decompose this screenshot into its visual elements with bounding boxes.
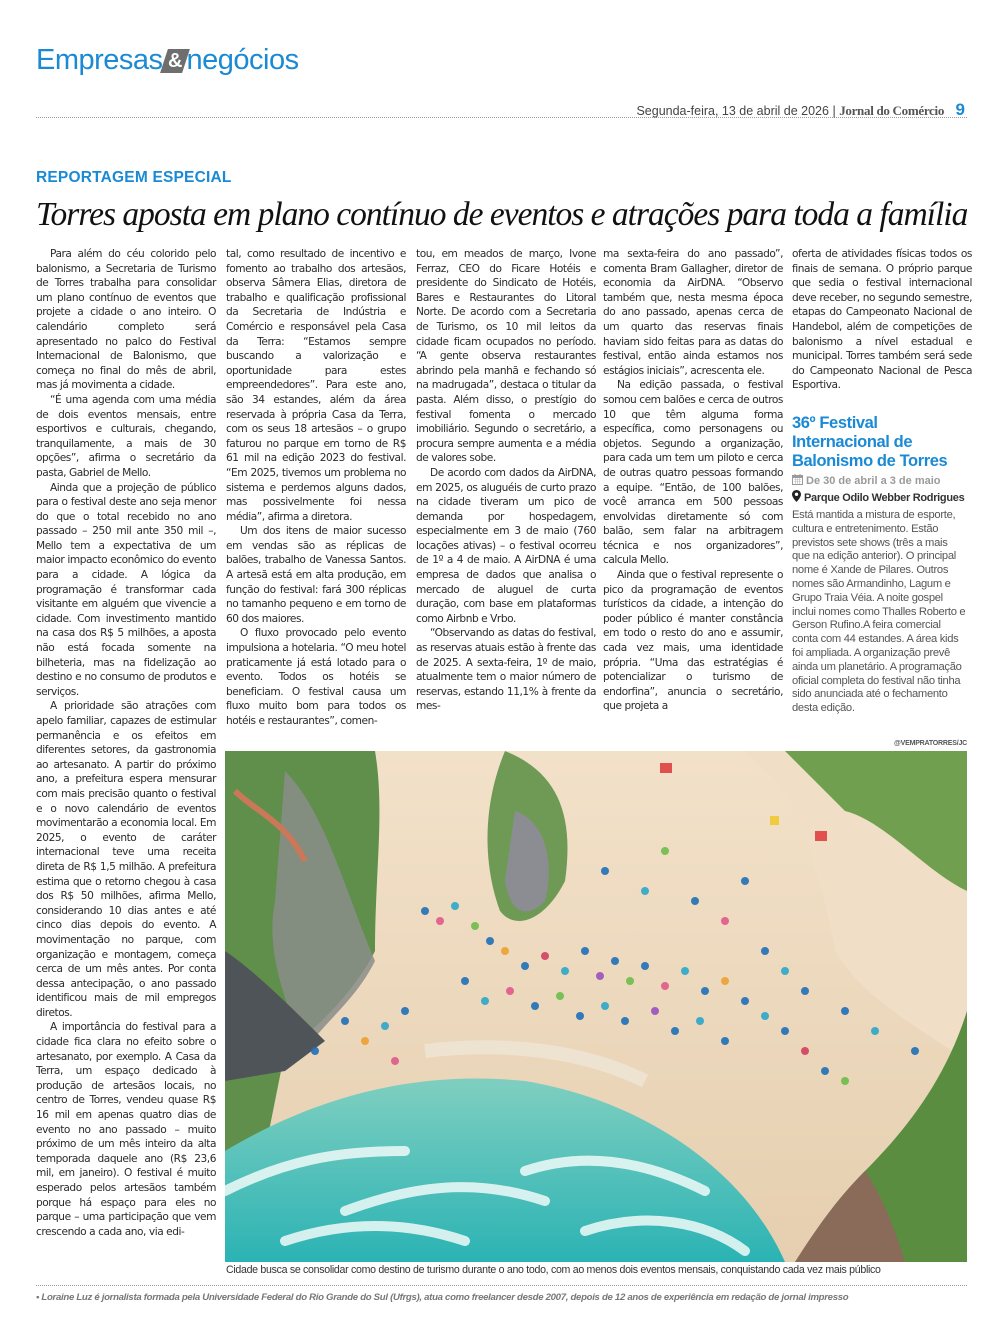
article-column-4 — [603, 247, 783, 747]
author-footnote: • Loraine Luz é jornalista formada pela Universidade Federal do Rio Grande do Sul (Ufrgs), atua como freelancer desde 2007, depois de 12 anos de experiência em redação de jornal impresso — [36, 1292, 849, 1303]
article-headline: Torres aposta em plano contínuo de eventos e atrações para toda a família — [36, 196, 968, 233]
newspaper-name: Jornal do Comércio — [839, 103, 945, 118]
article-column-2 — [226, 247, 406, 747]
article-paragraph: Na edição passada, o festival somou cem balões e cerca de outros 10 que têm alguma forma específica, como personagens ou objetos. Segundo a organização, para cada um tem um piloto e cerca de outras quatro pessoas formando a equipe. “Então, de 100 balões, você arranca em 500 pessoas envolvidas diretamente só com balão, sem falar na arbitragem técnica e nos organizadores”, calcula Mello. — [603, 379, 783, 567]
photo-credit: @VEMPRATORRES/JC — [894, 740, 967, 747]
section-masthead — [36, 44, 299, 77]
page-folio — [636, 100, 965, 120]
folio-separator: | — [832, 104, 836, 118]
ampersand-badge: & — [160, 49, 190, 73]
issue-date: Segunda-feira, 13 de abril de 2026 — [636, 104, 829, 118]
article-column-1 — [36, 247, 216, 1277]
festival-info-box — [792, 414, 967, 716]
article-paragraph: “É uma agenda com uma média de dois eventos mensais, entre esportivos e culturais, chegando, tranquilamente, a mais de 30 opções”, afirma o secretário da pasta, Gabriel de Mello. — [36, 393, 216, 479]
festival-dates: De 30 de abril a 3 de maio — [792, 474, 967, 490]
article-paragraph: oferta de atividades físicas todos os finais de semana. O próprio parque que sedia o festival internacional deve receber, no segundo semestre, etapas do Campeonato Nacional de Handebol, além de competições de balonismo a nível estadual e municipal. Torres também será sede do Campeonato Nacional de Pesca Esportiva. — [792, 248, 972, 392]
festival-description: Está mantida a mistura de esporte, cultura e entretenimento. Estão previstos sete shows (três a mais que na edição anterior). O principal nome é Xande de Pilares. Outros nomes são Armandinho, Lagum e Grupo Traia Véia. A noite gospel inclui nomes como Thalles Roberto e Gerson Rufino.A feira comercial conta com 44 estandes. A área kids foi ampliada. A organização prevê ainda um planetário. A programação oficial completa do festival não tinha sido anunciada até o fechamento desta edição. — [792, 509, 966, 715]
article-paragraph: Ainda que o festival represente o pico da programação de eventos turísticos da cidade, a intenção do poder público é manter constância em todo o resto do ano e assumir, cada vez mais, uma identidade própria. “Uma das estratégias é potencializar o turismo de endorfina”, anuncia o secretário, que projeta a — [603, 569, 783, 713]
map-pin-icon — [792, 490, 801, 507]
footnote-divider — [36, 1285, 967, 1286]
article-column-3 — [416, 247, 596, 747]
article-paragraph: O fluxo provocado pelo evento impulsiona a hotelaria. “O meu hotel praticamente já está lotado para o evento. Todos os hotéis se beneficiam. O festival causa um fluxo muito bom para todos os hotéis e restaurantes”, comen- — [226, 627, 406, 727]
article-paragraph: tal, como resultado de incentivo e fomento ao trabalho dos artesãos, observa Sâmera Elias, diretora de trabalho e qualificação profissional da Secretaria de Indústria e Comércio e responsável pela Casa da Terra: “Estamos sempre buscando a valorização e oportunidade para estes empreendedores”. Para este ano, são 34 estandes, além da área reservada à própria Casa da Terra, com os seus 18 artesãos – o grupo faturou no parque em torno de R$ 61 mil na edição 2023 do festival. “Em 2025, tivemos um problema no sistema e perdemos alguns dados, mas possivelmente foi nessa média”, afirma a diretora. — [226, 248, 406, 523]
article-paragraph: “Observando as datas do festival, as reservas atuais estão à frente das de 2025. A sexta-feira, 1º de maio, atualmente tem o maior número de reservas, estando 11,1% à frente da mes- — [416, 627, 596, 713]
beach-photo-illustration — [225, 751, 967, 1262]
article-paragraph: Para além do céu colorido pelo balonismo, a Secretaria de Turismo de Torres trabalha para consolidar um plano contínuo de eventos que projete a cidade o ano inteiro. O calendário completo será apresentado no palco do Festival Internacional de Balonismo, que começa no final do mês de abril, mas já movimenta a cidade. — [36, 248, 216, 392]
photo-caption: Cidade busca se consolidar como destino de turismo durante o ano todo, com ao menos dois eventos mensais, conquistando cada vez mais público — [226, 1264, 881, 1276]
article-paragraph: A prioridade são atrações com apelo familiar, capazes de estimular permanência e os efeitos em diferentes setores, da gastronomia ao artesanato. A partir do próximo ano, a prefeitura espera mensurar com mais precisão quanto o festival e o novo calendário de eventos movimentarão a economia local. Em 2025, o evento de caráter internacional teve uma receita direta de R$ 1,5 milhão. A prefeitura estima que o retorno chegou à casa dos R$ 50 milhões, afirma Mello, considerando 10 dias antes e até cinco dias depois do evento. A movimentação no parque, com organização e montagem, começa cerca de um mês antes. Por conta dessa antecipação, o ano passado identificou mais de mil empregos diretos. — [36, 700, 216, 1019]
article-column-5 — [792, 247, 972, 407]
article-paragraph: A importância do festival para a cidade fica clara no efeito sobre o artesanato, por exemplo. A Casa da Terra, um espaço dedicado à produção de artesãos locais, no centro de Torres, vendeu quase R$ 16 mil em apenas quatro dias de evento no ano passado – muito próximo de um mês inteiro da alta temporada daquele ano (R$ 23,6 mil, em janeiro). O festival é muito esperado pelos artesãos também porque há espaço para eles no parque – uma participação que vem crescendo a cada ano, via edi- — [36, 1021, 216, 1238]
article-paragraph: ma sexta-feira do ano passado”, comenta Bram Gallagher, diretor de economia da AirDNA. “Observo também que, nesta mesma época do ano passado, apenas cerca de um quarto das reservas finais haviam sido feitas para as datas do festival, então ainda estamos nos estágios iniciais”, acrescenta ele. — [603, 248, 783, 377]
article-paragraph: De acordo com dados da AirDNA, em 2025, os aluguéis de curto prazo na cidade tiveram um pico de demanda por hospedagem, especialmente em 3 de maio (760 locações ativas) – o festival ocorreu de 1º a 4 de maio. A AirDNA é uma empresa de dados que analisa o mercado de aluguel de curta duração, com base em plataformas como Airbnb e Vrbo. — [416, 466, 596, 625]
article-paragraph: Ainda que a projeção de público para o festival deste ano seja menor do que o total recebido no ano passado – 250 mil ante 350 mil –, Mello tem a expectativa de um maior impacto econômico do evento para a cidade. A lógica da programação é transformar cada visitante em alguém que vivencie a cidade. Com investimento mantido na casa dos R$ 5 milhões, a aposta não está focada somente na bilheteria, mas na fidelização ao destino e no consumo de produtos e serviços. — [36, 481, 216, 698]
festival-title: 36º Festival Internacional de Balonismo de Torres — [792, 414, 948, 470]
article-paragraph: tou, em meados de março, Ivone Ferraz, CEO do Ficare Hotéis e presidente do Sindicato de Hotéis, Bares e Restaurantes do Litoral Norte. De acordo com a Secretaria de Turismo, os 10 mil leitos da cidade ficam ocupados no período. “A gente observa restaurantes abrindo pela manhã e fechando só na madrugada”, destaca o titular da pasta. Além disso, o prestígio do festival fomenta o mercado imobiliário. Segundo o secretário, a procura sempre aumenta e a média de valores sobe. — [416, 248, 596, 465]
section-name-left: Empresas — [36, 44, 163, 76]
article-kicker: REPORTAGEM ESPECIAL — [36, 169, 232, 186]
beach-aerial-photo — [225, 751, 967, 1262]
article-paragraph: Um dos itens de maior sucesso em vendas são as réplicas de balões, trabalho de Vanessa Santos. A artesã está em alta produção, em função do festival: fará 300 réplicas no tamanho pequeno e em torno de 60 dos maiores. — [226, 525, 406, 625]
section-name-right: negócios — [186, 44, 299, 76]
calendar-icon — [792, 474, 803, 490]
festival-venue: Parque Odilo Webber Rodrigues — [792, 490, 967, 507]
page-number: 9 — [955, 100, 965, 119]
